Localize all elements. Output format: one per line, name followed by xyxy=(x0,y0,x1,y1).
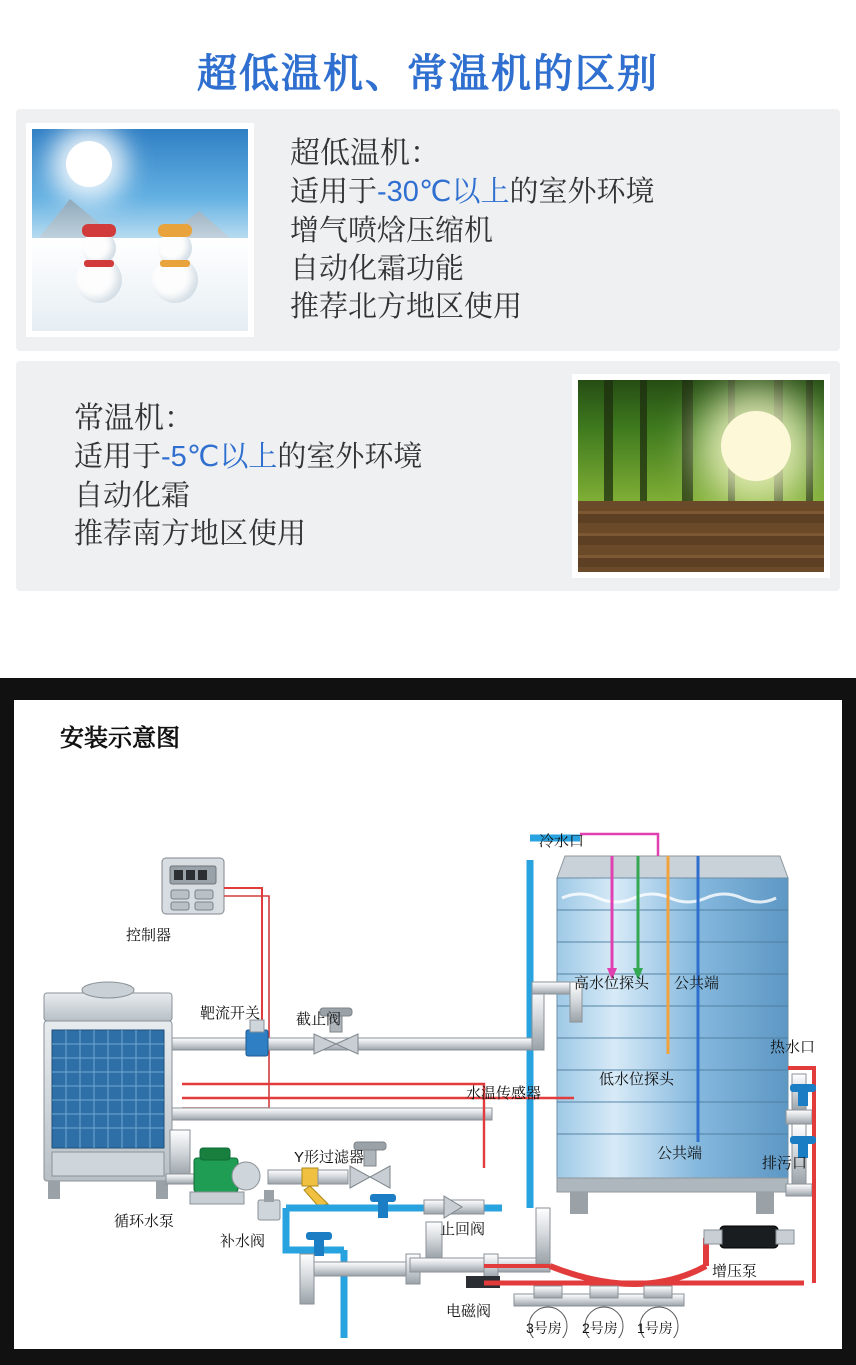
label-solenoid-valve: 电磁阀 xyxy=(446,1303,492,1320)
normal-temp-line-2-post: 的室外环境 xyxy=(277,441,423,474)
diagram-canvas xyxy=(14,738,842,1338)
low-temp-line-2-highlight: -30℃以上 xyxy=(377,176,510,209)
label-circulating-pump: 循环水泵 xyxy=(114,1213,175,1230)
normal-temp-text-block xyxy=(26,399,572,553)
label-booster-pump: 增压泵 xyxy=(712,1263,758,1280)
label-hot-water-outlet: 热水口 xyxy=(770,1039,816,1056)
label-water-temp-sensor: 水温传感器 xyxy=(466,1085,542,1102)
label-high-level-probe: 高水位探头 xyxy=(574,975,650,992)
normal-temp-line-2 xyxy=(74,438,562,476)
winter-photo xyxy=(26,123,254,337)
label-low-level-probe: 低水位探头 xyxy=(599,1071,675,1088)
tree-trunk-6 xyxy=(806,380,813,501)
forest-photo xyxy=(572,374,830,578)
wood-deck xyxy=(578,501,824,572)
sun-icon xyxy=(66,141,112,187)
sunburst-icon xyxy=(721,411,791,481)
label-room-1: 1号房 xyxy=(637,1320,673,1336)
diagram-right-bar xyxy=(842,700,856,1349)
normal-temp-line-2-pre: 适用于 xyxy=(74,441,162,474)
low-temp-line-1: 超低温机： xyxy=(290,136,440,170)
label-controller: 控制器 xyxy=(126,927,172,944)
normal-temp-line-3: 自动化霜 xyxy=(74,479,191,512)
low-temp-line-2-post: 的室外环境 xyxy=(509,176,655,209)
label-flow-switch: 靶流开关 xyxy=(200,1005,261,1022)
label-drain-outlet: 排污口 xyxy=(762,1155,808,1172)
label-check-valve: 止回阀 xyxy=(440,1221,486,1238)
diagram-svg xyxy=(14,738,842,1338)
diagram-left-bar xyxy=(0,700,14,1349)
label-room-2: 2号房 xyxy=(582,1320,618,1336)
tree-trunk-1 xyxy=(604,380,613,501)
label-cold-water-inlet: 冷水口 xyxy=(539,833,585,850)
low-temp-line-4: 自动化霜功能 xyxy=(290,252,465,285)
compare-panel-normal-temp xyxy=(16,361,840,591)
label-stop-valve: 截止阀 xyxy=(296,1011,342,1028)
low-temp-line-5: 推荐北方地区使用 xyxy=(290,291,523,324)
label-common-port-bottom: 公共端 xyxy=(657,1145,703,1162)
diagram-bottom-bar xyxy=(0,1349,856,1365)
normal-temp-line-2-highlight: -5℃以上 xyxy=(161,441,278,474)
normal-temp-line-4: 推荐南方地区使用 xyxy=(74,517,307,550)
label-y-filter: Y形过滤器 xyxy=(294,1149,365,1166)
low-temp-line-2-pre: 适用于 xyxy=(290,176,378,209)
snow-ground xyxy=(32,238,248,331)
label-room-3: 3号房 xyxy=(526,1320,562,1336)
tree-trunk-2 xyxy=(640,380,647,501)
label-common-port-top: 公共端 xyxy=(674,975,720,992)
page-title: 超低温机、常温机的区别 xyxy=(197,52,659,96)
low-temp-text-block xyxy=(254,134,830,327)
diagram-title: 安装示意图 xyxy=(60,725,180,752)
diagram-top-bar xyxy=(0,678,856,700)
compare-panel-low-temp xyxy=(16,109,840,351)
tree-trunk-3 xyxy=(682,380,693,501)
installation-diagram-section xyxy=(0,678,856,1365)
low-temp-line-2 xyxy=(290,173,820,211)
low-temp-line-3: 增气喷焓压缩机 xyxy=(290,214,494,247)
normal-temp-line-1: 常温机： xyxy=(74,401,194,435)
label-makeup-valve: 补水阀 xyxy=(220,1233,266,1250)
